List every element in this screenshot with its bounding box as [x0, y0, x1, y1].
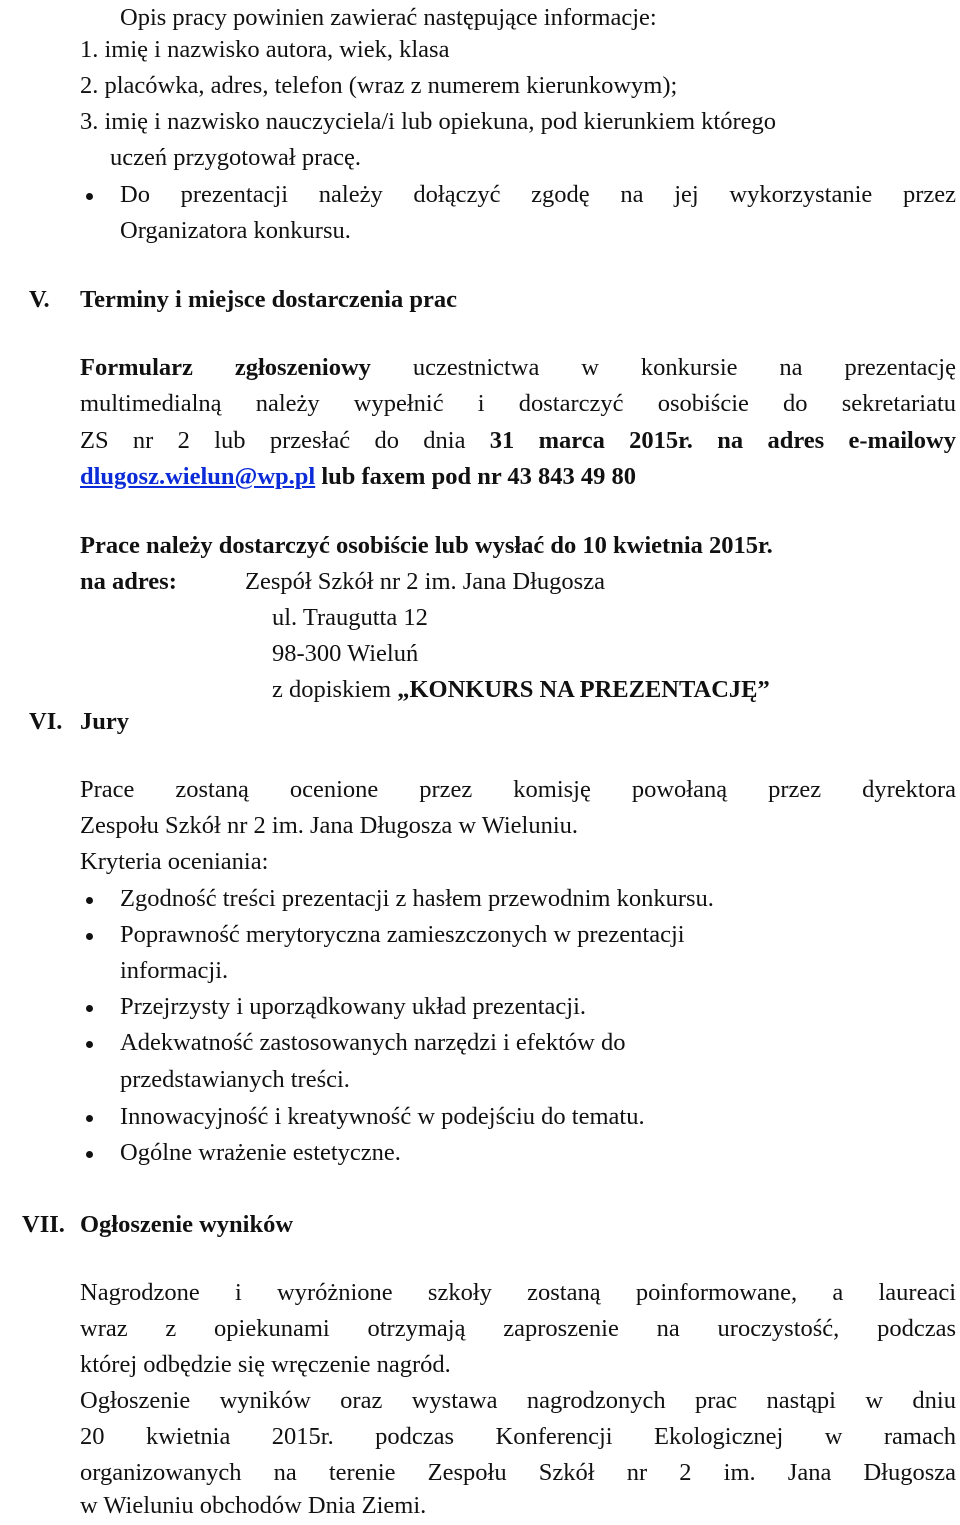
criteria-item-2: Poprawność merytoryczna zamieszczonych w prezentacji: [120, 921, 685, 948]
section-7-line-4: Ogłoszenie wyników oraz wystawa nagrodzonych prac nastąpi w dniu: [80, 1387, 956, 1414]
bullet-icon: [86, 1041, 93, 1048]
section-5-title: Terminy i miejsce dostarczenia prac: [80, 286, 457, 313]
intro-heading: Opis pracy powinien zawierać następujące informacje:: [120, 4, 657, 31]
bullet-icon: [86, 933, 93, 940]
address-label: na adres:: [80, 568, 177, 595]
bullet-icon: [86, 897, 93, 904]
section-5-p1-line-2: multimedialną należy wypełnić i dostarczyć osobiście do sekretariatu: [80, 390, 956, 417]
address-line-2: ul. Traugutta 12: [272, 604, 428, 631]
form-name: Formularz zgłoszeniowy: [80, 354, 371, 381]
address-note: [272, 672, 770, 709]
address-line-3: 98-300 Wieluń: [272, 640, 419, 667]
bullet-icon: [86, 193, 93, 200]
bullet-icon: [86, 1005, 93, 1012]
criteria-item-3: Przejrzysty i uporządkowany układ prezentacji.: [120, 993, 587, 1020]
criteria-item-2-cont: informacji.: [120, 957, 229, 984]
bullet-icon: [86, 1115, 93, 1122]
email-label: na adres e-mailowy: [717, 427, 956, 454]
section-7-line-3: której odbędzie się wręczenie nagród.: [80, 1351, 451, 1378]
criteria-item-1: Zgodność treści prezentacji z hasłem przewodnim konkursu.: [120, 885, 714, 912]
email-link[interactable]: dlugosz.wielun@wp.pl: [80, 463, 316, 490]
criteria-item-6: Ogólne wrażenie estetyczne.: [120, 1139, 401, 1166]
criteria-label: Kryteria oceniania:: [80, 848, 269, 875]
section-6-p-line-1: Prace zostaną ocenione przez komisję powołaną przez dyrektora: [80, 776, 956, 803]
address-line-1: Zespół Szkół nr 2 im. Jana Długosza: [245, 568, 605, 595]
intro-item-1: 1. imię i nazwisko autora, wiek, klasa: [80, 36, 450, 63]
intro-item-3: 3. imię i nazwisko nauczyciela/i lub opiekuna, pod kierunkiem którego: [80, 108, 777, 135]
section-5-p1-line-4: [80, 459, 636, 496]
section-5-p1-line-1: [80, 350, 956, 387]
section-7-title: Ogłoszenie wyników: [80, 1211, 294, 1238]
deadline-date: 31 marca 2015r.: [489, 427, 693, 454]
intro-bullet-line-1: Do prezentacji należy dołączyć zgodę na jej wykorzystanie przez: [120, 181, 956, 208]
criteria-item-4-cont: przedstawianych treści.: [120, 1066, 350, 1093]
intro-item-3-cont: uczeń przygotował pracę.: [110, 144, 361, 171]
note-prefix: z dopiskiem: [272, 676, 398, 703]
section-5-p1-line-3-a: ZS nr 2 lub przesłać do dnia: [80, 427, 490, 454]
bullet-icon: [86, 1151, 93, 1158]
section-7-line-6: organizowanych na terenie Zespołu Szkół nr 2 im. Jana Długosza: [80, 1459, 956, 1486]
section-7-line-1: Nagrodzone i wyróżnione szkoły zostaną poinformowane, a laureaci: [80, 1279, 956, 1306]
section-7-number: VII.: [22, 1211, 65, 1238]
section-5-p2: Prace należy dostarczyć osobiście lub wysłać do 10 kwietnia 2015r.: [80, 532, 773, 559]
section-5-number: V.: [29, 286, 50, 313]
note-bold: „KONKURS NA PREZENTACJĘ”: [397, 676, 770, 703]
fax-text: lub faxem pod nr 43 843 49 80: [315, 463, 637, 490]
intro-bullet-line-2: Organizatora konkursu.: [120, 217, 351, 244]
section-6-p-line-2: Zespołu Szkół nr 2 im. Jana Długosza w Wieluniu.: [80, 812, 579, 839]
intro-item-2: 2. placówka, adres, telefon (wraz z numerem kierunkowym);: [80, 72, 678, 99]
section-6-number: VI.: [29, 708, 63, 735]
section-7-line-5: 20 kwietnia 2015r. podczas Konferencji Ekologicznej w ramach: [80, 1423, 956, 1450]
criteria-item-5: Innowacyjność i kreatywność w podejściu do tematu.: [120, 1103, 645, 1130]
section-6-title: Jury: [80, 708, 129, 735]
section-7-line-2: wraz z opiekunami otrzymają zaproszenie na uroczystość, podczas: [80, 1315, 956, 1342]
section-5-p1-line-3: [80, 423, 956, 460]
criteria-item-4: Adekwatność zastosowanych narzędzi i efektów do: [120, 1029, 626, 1056]
section-5-p1-line-1-rest: uczestnictwa w konkursie na prezentację: [370, 354, 956, 381]
section-7-line-7: w Wieluniu obchodów Dnia Ziemi.: [80, 1492, 427, 1519]
